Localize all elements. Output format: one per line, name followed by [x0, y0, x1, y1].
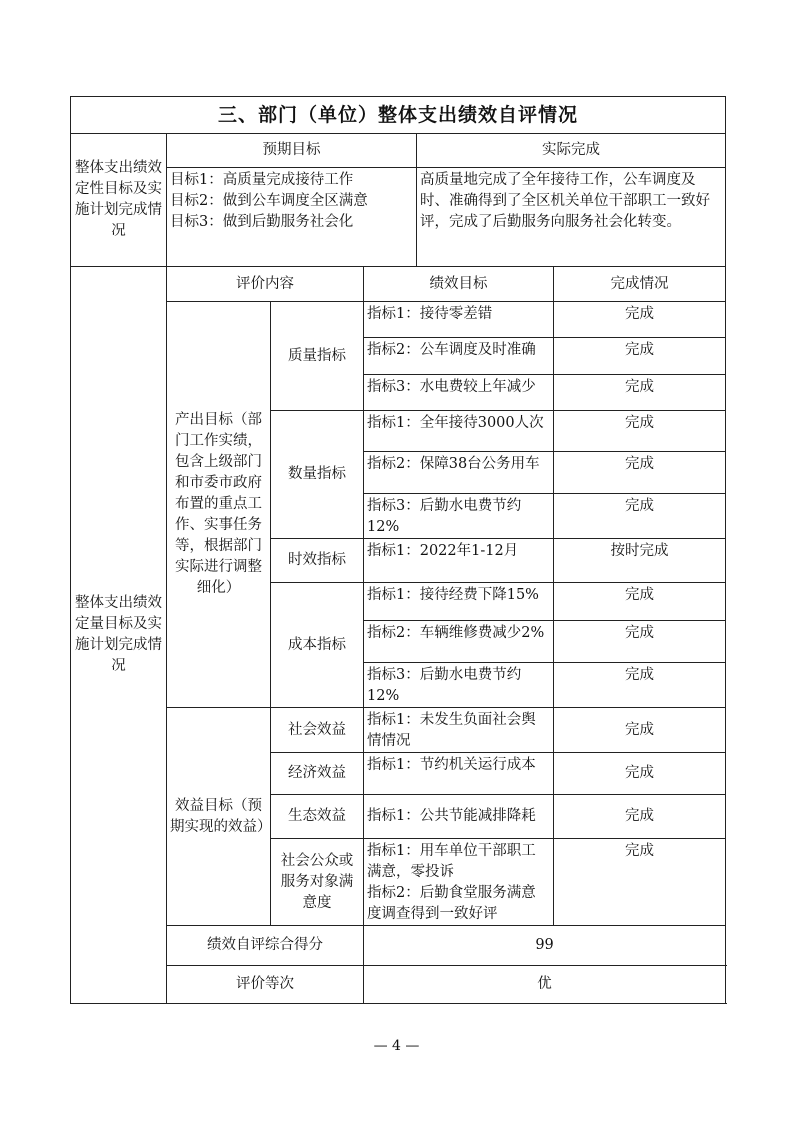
indicator-status: 完成	[554, 375, 726, 411]
indicator-status: 完成	[554, 621, 726, 663]
quantity-indicator-label: 数量指标	[271, 411, 364, 539]
indicator-target: 指标1：全年接待3000人次	[364, 411, 554, 452]
indicator-target: 指标2：公车调度及时准确	[364, 338, 554, 375]
indicator-status: 完成	[554, 708, 726, 753]
expected-goals-cell	[167, 168, 417, 267]
indicator-status: 完成	[554, 302, 726, 338]
indicator-target: 指标1：用车单位干部职工满意，零投诉	[367, 843, 536, 880]
grade-label: 评价等次	[167, 966, 364, 1004]
satisfaction-label: 社会公众或服务对象满意度	[271, 839, 364, 926]
economic-benefit-label: 经济效益	[271, 753, 364, 795]
indicator-target: 指标1：未发生负面社会舆情情况	[364, 708, 554, 753]
indicator-status: 完成	[554, 663, 726, 708]
grade-value: 优	[364, 966, 726, 1004]
indicator-status: 完成	[554, 494, 726, 539]
indicator-status: 完成	[554, 839, 726, 926]
indicator-status: 完成	[554, 583, 726, 621]
goal-1: 目标1：高质量完成接待工作	[170, 172, 354, 188]
score-label: 绩效自评综合得分	[167, 926, 364, 966]
indicator-target: 指标3：后勤水电费节约12%	[364, 663, 554, 708]
actual-completion-text: 高质量地完成了全年接待工作，公车调度及时、准确得到了全区机关单位干部职工一致好评，完成了后勤服务向服务社会化转变。	[417, 168, 726, 267]
indicator-status: 完成	[554, 411, 726, 452]
section-title: 三、部门（单位）整体支出绩效自评情况	[71, 97, 726, 134]
performance-table	[70, 96, 726, 1004]
indicator-target: 指标3：水电费较上年减少	[364, 375, 554, 411]
score-value: 99	[364, 926, 726, 966]
completion-status-header: 完成情况	[554, 267, 726, 302]
goal-3: 目标3：做到后勤服务社会化	[170, 214, 354, 230]
actual-completion-header: 实际完成	[417, 134, 726, 168]
indicator-target: 指标2：车辆维修费减少2%	[364, 621, 554, 663]
goal-2: 目标2：做到公车调度全区满意	[170, 193, 368, 209]
eval-content-header: 评价内容	[167, 267, 364, 302]
indicator-status: 完成	[554, 753, 726, 795]
output-goal-label: 产出目标（部门工作实绩，包含上级部门和市委市政府布置的重点工作、实事任务等，根据部门实际进行调整细化）	[167, 302, 271, 708]
indicator-status: 完成	[554, 452, 726, 494]
indicator-target: 指标2：后勤食堂服务满意度调查得到一致好评	[367, 885, 536, 922]
indicator-target: 指标1：2022年1-12月	[364, 539, 554, 583]
indicator-target: 指标1：节约机关运行成本	[364, 753, 554, 795]
page-number: — 4 —	[373, 1038, 420, 1054]
indicator-target: 指标1：接待经费下降15%	[364, 583, 554, 621]
satisfaction-targets	[364, 839, 554, 926]
indicator-status: 完成	[554, 338, 726, 375]
benefit-goal-label: 效益目标（预期实现的效益）	[167, 708, 271, 926]
indicator-target: 指标3：后勤水电费节约12%	[364, 494, 554, 539]
social-benefit-label: 社会效益	[271, 708, 364, 753]
qualitative-label: 整体支出绩效定性目标及实施计划完成情况	[71, 134, 167, 267]
indicator-status: 按时完成	[554, 539, 726, 583]
cost-indicator-label: 成本指标	[271, 583, 364, 708]
timeliness-indicator-label: 时效指标	[271, 539, 364, 583]
quantitative-label: 整体支出绩效定量目标及实施计划完成情况	[71, 267, 167, 1004]
indicator-target: 指标1：接待零差错	[364, 302, 554, 338]
indicator-target: 指标1：公共节能减排降耗	[364, 795, 554, 839]
indicator-target: 指标2：保障38台公务用车	[364, 452, 554, 494]
perf-target-header: 绩效目标	[364, 267, 554, 302]
ecological-benefit-label: 生态效益	[271, 795, 364, 839]
quality-indicator-label: 质量指标	[271, 302, 364, 411]
expected-goals-header: 预期目标	[167, 134, 417, 168]
indicator-status: 完成	[554, 795, 726, 839]
